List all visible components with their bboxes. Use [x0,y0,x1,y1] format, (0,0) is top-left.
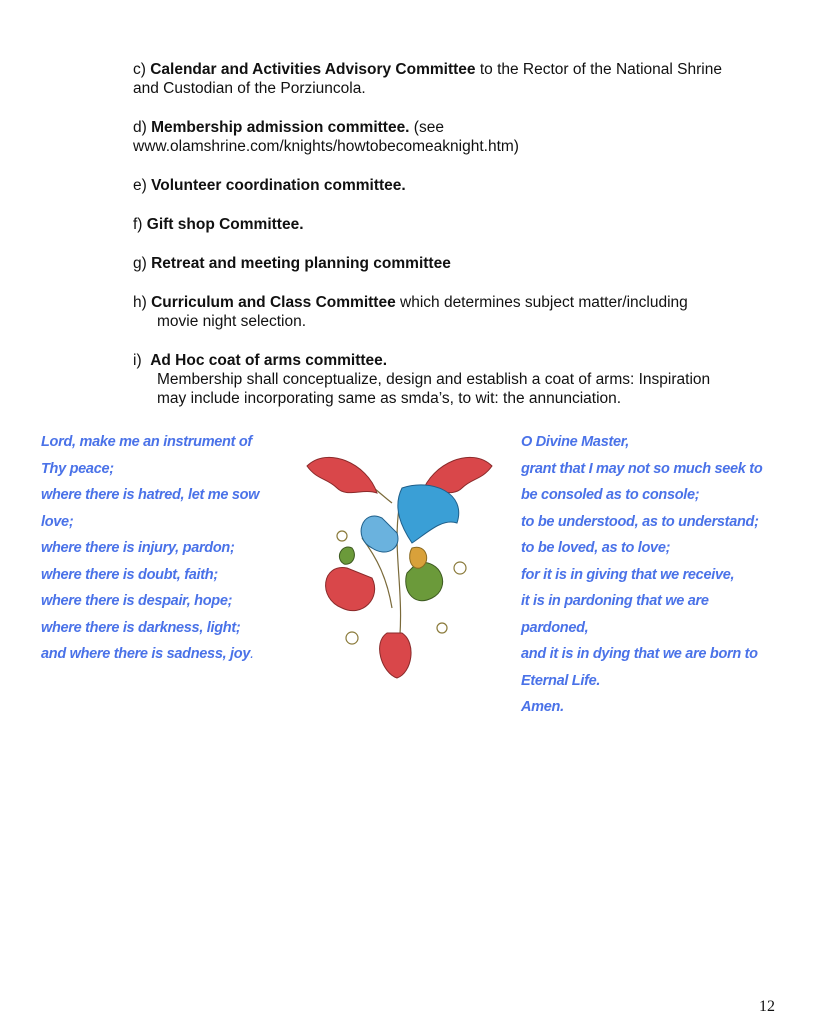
list-item [133,118,793,156]
item-prefix: f) [133,216,147,233]
item-title: Curriculum and Class Committee [151,294,396,311]
list-item [133,293,793,331]
item-text: (see [409,119,444,136]
prayer-line: where there is hatred, let me sow [41,487,260,503]
item-prefix: h) [133,294,152,311]
floral-ornament-icon [292,448,507,688]
item-prefix: c) [133,61,151,78]
prayer-line: where there is darkness, light; [41,619,241,636]
item-title: Ad Hoc coat of arms committee. [150,352,388,369]
item-title: Volunteer coordination committee. [151,177,406,194]
item-text: which determines subject matter/including [395,294,688,311]
prayer-line: where there is despair, hope; [41,593,233,609]
prayer-line: where there is doubt, faith; [41,566,218,583]
prayer-line: pardoned, [521,619,589,636]
item-title: Gift shop Committee. [146,216,304,233]
prayer-line: Eternal Life. [521,672,601,689]
prayer-line: to be understood, as to understand; [521,513,759,530]
prayer-line: be consoled as to console; [521,487,700,503]
list-item [133,254,793,273]
list-item [133,176,793,195]
item-continuation: and Custodian of the Porziuncola. [133,80,366,97]
item-continuation: www.olamshrine.com/knights/howtobecomeaknight.htm) [133,138,519,155]
list-item [133,351,793,408]
item-prefix: d) [133,119,152,136]
committee-list [133,60,793,408]
prayer-line: Thy peace; [41,460,114,477]
prayer-line: where there is injury, pardon; [41,540,235,556]
prayer-line-tail: . [250,646,254,662]
item-text: to the Rector of the National Shrine [475,61,722,78]
prayer-line: Lord, make me an instrument of [41,434,252,450]
item-continuation: movie night selection. [157,313,307,330]
prayer-line: O Divine Master, [521,434,630,450]
prayer-line: grant that I may not so much seek to [521,460,763,477]
page-number: 12 [759,998,775,1015]
prayer-line: Amen. [521,699,564,715]
prayer-line: and it is in dying that we are born to [521,646,758,662]
prayer-line-text: and where there is sadness, joy [41,646,251,662]
item-continuation: may include incorporating same as smda’s, to wit: the annunciation. [157,390,622,407]
list-item [133,215,793,234]
item-prefix: e) [133,177,152,194]
item-title: Retreat and meeting planning committee [151,255,451,272]
prayer-line: love; [41,513,74,530]
prayer-line-last [41,641,259,668]
prayer-right [521,429,762,721]
prayer-line: to be loved, as to love; [521,540,671,556]
prayer-line: for it is in giving that we receive, [521,566,735,583]
item-title: Calendar and Activities Advisory Committee [150,61,476,78]
list-item [133,60,793,98]
item-prefix: i) [133,352,151,369]
prayer-line: it is in pardoning that we are [521,593,709,609]
item-prefix: g) [133,255,152,272]
item-continuation: Membership shall conceptualize, design and establish a coat of arms: Inspiration [157,371,711,388]
prayer-left [41,429,259,668]
item-title: Membership admission committee. [151,119,410,136]
